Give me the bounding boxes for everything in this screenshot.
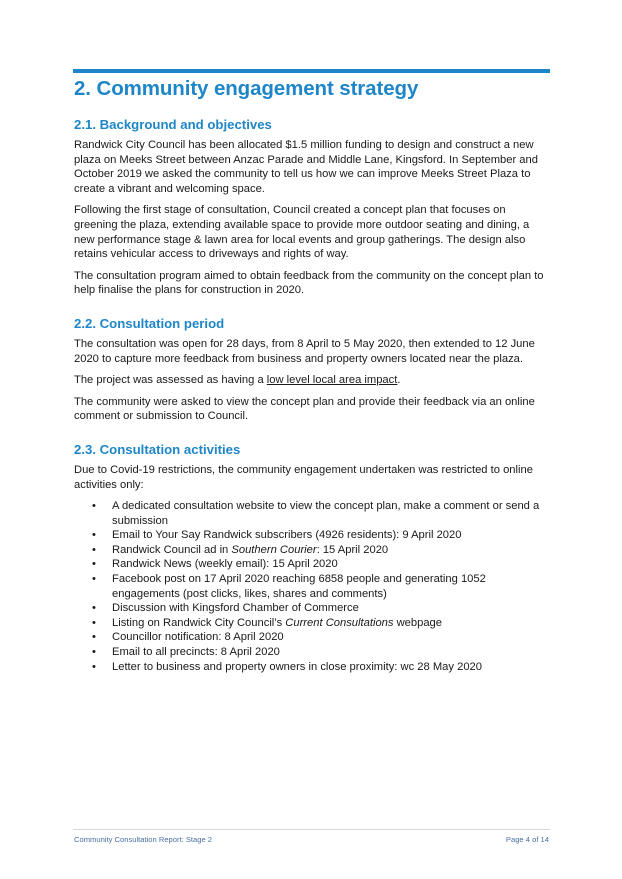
list-item bbox=[112, 616, 550, 631]
list-item: • Facebook post on 17 April 2020 reaching 6858 people and generating 1052 engagements (post clicks, likes, shares and comments) bbox=[112, 572, 550, 601]
list-item: • A dedicated consultation website to view the concept plan, make a comment or send a submission bbox=[112, 499, 550, 528]
section-period bbox=[74, 315, 550, 424]
footer-page-number: Page 4 of 14 bbox=[505, 835, 549, 844]
section-background bbox=[74, 116, 550, 298]
paragraph: The community were asked to view the concept plan and provide their feedback via an online comment or submission to Council. bbox=[74, 395, 535, 423]
text-run: Listing on Randwick City Council’s bbox=[112, 616, 286, 629]
page-title: 2. Community engagement strategy bbox=[74, 77, 419, 100]
footer-report-title: Community Consultation Report: Stage 2 bbox=[74, 835, 213, 844]
list-item: • Email to Your Say Randwick subscribers (4926 residents): 9 April 2020 bbox=[112, 528, 550, 543]
section-title-period: 2.2. Consultation period bbox=[74, 315, 225, 331]
paragraph: The consultation was open for 28 days, from 8 April to 5 May 2020, then extended to 12 June 2020 to capture more feedback from business and property owners located near the plaza. bbox=[74, 337, 535, 365]
activities-list bbox=[74, 499, 550, 674]
list-item bbox=[112, 543, 550, 558]
text-run: . bbox=[397, 374, 401, 387]
paragraph bbox=[74, 373, 550, 388]
section-title-activities: 2.3. Consultation activities bbox=[74, 441, 241, 457]
list-item: • Councillor notification: 8 April 2020 bbox=[112, 630, 550, 645]
paragraph: Due to Covid-19 restrictions, the community engagement undertaken was restricted to online activities only: bbox=[74, 463, 533, 491]
text-run: Randwick Council ad in bbox=[112, 543, 232, 556]
publication-name: Southern Courier bbox=[231, 543, 317, 556]
text-run: : 15 April 2020 bbox=[316, 543, 389, 556]
text-run: webpage bbox=[393, 616, 443, 629]
section-title-background: 2.1. Background and objectives bbox=[74, 117, 272, 132]
paragraph: Following the first stage of consultation, Council created a concept plan that focuses on greening the plaza, extending available space to provide more outdoor seating and dining, a new performance stage & lawn area for local events and group gatherings. The design also retains vehicular access to driveways and rights of way. bbox=[74, 204, 530, 261]
list-item: • Email to all precincts: 8 April 2020 bbox=[112, 645, 550, 660]
list-item: • Letter to business and property owners in close proximity: wc 28 May 2020 bbox=[112, 660, 550, 675]
footer-divider bbox=[73, 829, 550, 830]
webpage-name: Current Consultations bbox=[285, 616, 394, 629]
page-content bbox=[74, 76, 550, 674]
heading-rule bbox=[73, 69, 550, 73]
paragraph: The consultation program aimed to obtain feedback from the community on the concept plan to help finalise the plans for construction in 2020. bbox=[74, 269, 544, 297]
impact-level-link[interactable]: low level local area impact bbox=[266, 374, 398, 387]
text-run: The project was assessed as having a bbox=[74, 374, 267, 387]
section-activities bbox=[74, 441, 550, 674]
list-item: • Discussion with Kingsford Chamber of Commerce bbox=[112, 601, 550, 616]
list-item: • Randwick News (weekly email): 15 April 2020 bbox=[112, 557, 550, 572]
paragraph: Randwick City Council has been allocated $1.5 million funding to design and construct a new plaza on Meeks Street between Anzac Parade and Middle Lane, Kingsford. In September and October 2019 we asked the community to tell us how we can improve Meeks Street Plaza to create a vibrant and welcoming space. bbox=[74, 139, 538, 195]
